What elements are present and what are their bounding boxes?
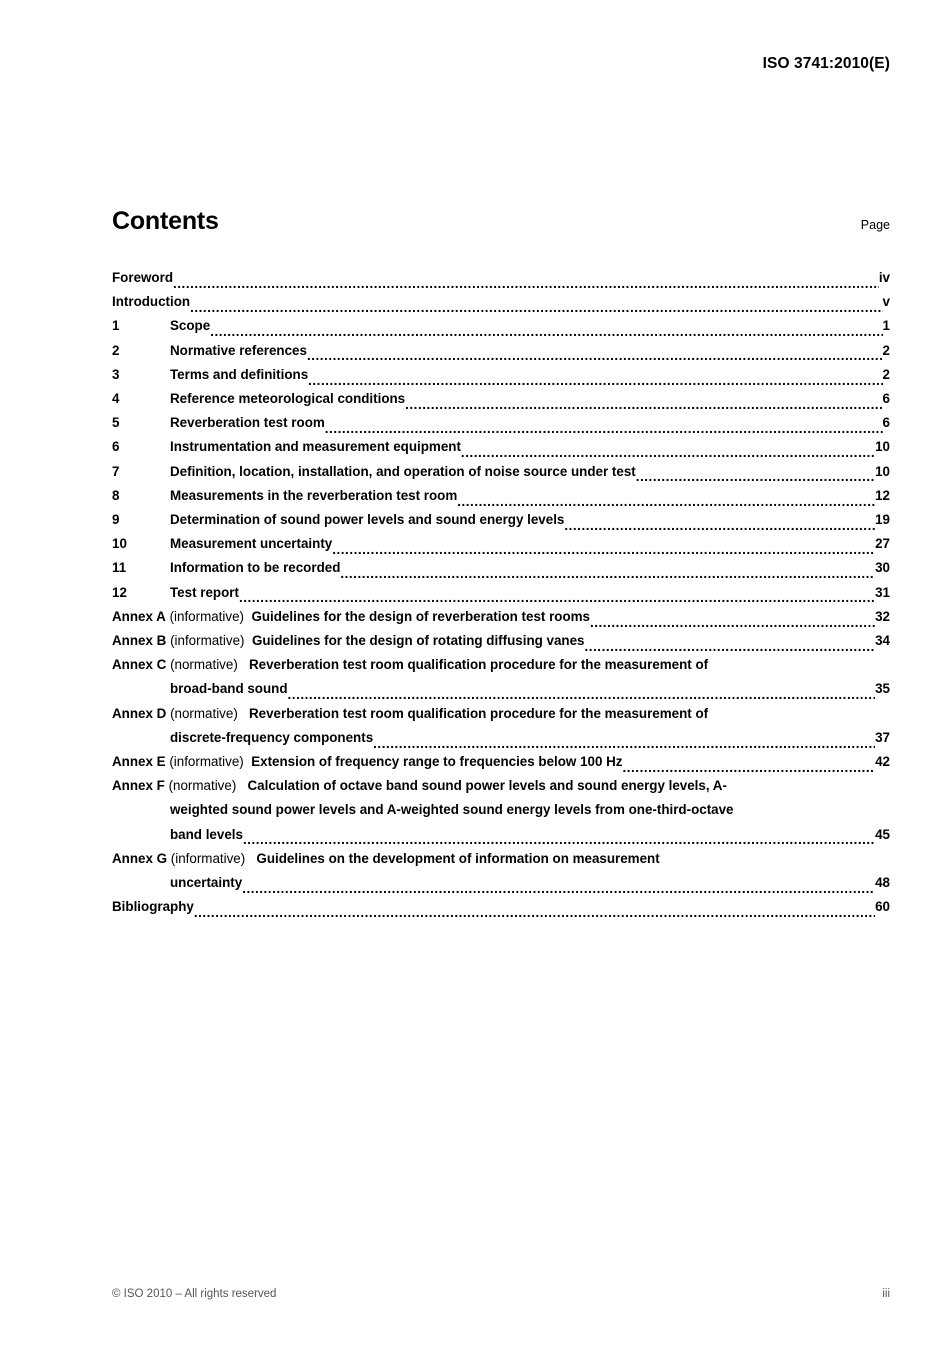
toc-label: Instrumentation and measurement equipment xyxy=(170,439,461,455)
toc-annex-title-cont: uncertainty xyxy=(170,875,243,891)
toc-clause-number: 12 xyxy=(112,584,127,600)
leader-dots xyxy=(564,519,875,532)
toc-page-number: 31 xyxy=(875,584,890,600)
toc-label: Determination of sound power levels and sound energy levels xyxy=(170,512,565,528)
toc-label: Measurement uncertainty xyxy=(170,536,333,552)
toc-entry-clause-10[interactable] xyxy=(112,532,890,556)
toc-clause-number: 4 xyxy=(112,391,120,407)
table-of-contents xyxy=(112,266,890,919)
toc-clause-number: 1 xyxy=(112,318,120,334)
toc-annex-title: Guidelines for the design of rotating diffusing vanes xyxy=(251,633,585,649)
toc-entry-clause-4[interactable] xyxy=(112,387,890,411)
leader-dots xyxy=(173,277,879,290)
toc-entry-clause-8[interactable] xyxy=(112,484,890,508)
toc-entry-annex-e[interactable] xyxy=(112,750,890,774)
toc-annex-kind: (informative) xyxy=(169,608,244,624)
leader-dots xyxy=(210,325,882,338)
leader-dots xyxy=(325,422,883,435)
copyright-notice: © ISO 2010 – All rights reserved xyxy=(112,1288,277,1300)
leader-dots xyxy=(307,349,883,362)
page-footer xyxy=(112,1288,890,1300)
toc-entry-annex-g[interactable] xyxy=(112,847,890,895)
leader-dots xyxy=(373,737,875,750)
toc-clause-number: 3 xyxy=(112,366,120,382)
toc-entry-annex-d[interactable] xyxy=(112,702,890,750)
toc-page-number: 1 xyxy=(882,318,890,334)
leader-dots xyxy=(332,543,875,556)
toc-annex-label: Annex G xyxy=(112,850,168,866)
toc-entry-bibliography[interactable] xyxy=(112,895,890,919)
toc-label: Introduction xyxy=(112,294,191,310)
toc-annex-kind: (informative) xyxy=(169,754,244,770)
toc-annex-title: Guidelines on the development of information on measurement xyxy=(256,850,660,866)
leader-dots xyxy=(457,495,875,508)
toc-annex-label: Annex F xyxy=(112,778,165,794)
toc-page-number: 30 xyxy=(875,560,890,576)
toc-label: Reverberation test room xyxy=(170,415,325,431)
toc-page-number: v xyxy=(882,294,890,310)
toc-annex-kind: (informative) xyxy=(170,850,246,866)
toc-page-number: iv xyxy=(878,270,890,285)
toc-label: Measurements in the reverberation test room xyxy=(170,487,458,503)
toc-label: Bibliography xyxy=(112,899,194,915)
toc-clause-number: 11 xyxy=(112,560,127,576)
toc-annex-kind: (normative) xyxy=(170,657,238,673)
toc-label: Definition, location, installation, and operation of noise source under test xyxy=(170,463,636,479)
toc-entry-clause-6[interactable] xyxy=(112,435,890,459)
toc-page-number: 45 xyxy=(875,826,890,842)
toc-annex-kind: (normative) xyxy=(168,778,237,794)
toc-page-number: 42 xyxy=(875,754,890,770)
toc-page-number: 37 xyxy=(875,729,890,745)
toc-page-number: 60 xyxy=(875,899,890,915)
toc-annex-title: Reverberation test room qualification procedure for the measurement of xyxy=(248,705,709,721)
toc-clause-number: 8 xyxy=(112,487,120,503)
toc-clause-number: 7 xyxy=(112,463,120,479)
toc-page-number: 2 xyxy=(882,366,890,382)
leader-dots xyxy=(461,446,875,459)
toc-annex-kind: (informative) xyxy=(170,633,245,649)
toc-annex-title-cont: weighted sound power levels and A-weighted sound energy levels from one-third-octave xyxy=(170,802,734,818)
toc-page-number: 12 xyxy=(875,487,890,503)
contents-heading-row xyxy=(112,207,890,236)
toc-entry-clause-5[interactable] xyxy=(112,411,890,435)
toc-annex-title: Guidelines for the design of reverberation test rooms xyxy=(251,608,590,624)
page-folio: iii xyxy=(882,1288,890,1300)
toc-entry-annex-c[interactable] xyxy=(112,653,890,701)
toc-annex-title-cont: broad-band sound xyxy=(170,681,288,697)
toc-annex-label: Annex A xyxy=(112,608,166,624)
toc-entry-clause-2[interactable] xyxy=(112,339,890,363)
toc-annex-title-cont: discrete-frequency components xyxy=(170,729,374,745)
toc-annex-title: Reverberation test room qualification procedure for the measurement of xyxy=(248,657,709,673)
toc-clause-number: 10 xyxy=(112,536,127,552)
toc-entry-clause-9[interactable] xyxy=(112,508,890,532)
toc-entry-annex-a[interactable] xyxy=(112,605,890,629)
leader-dots xyxy=(623,761,876,774)
toc-page-number: 10 xyxy=(875,463,890,479)
toc-label: Information to be recorded xyxy=(170,560,341,576)
leader-dots xyxy=(405,398,882,411)
toc-clause-number: 5 xyxy=(112,415,120,431)
leader-dots xyxy=(190,301,882,314)
toc-entry-clause-3[interactable] xyxy=(112,363,890,387)
toc-entry-clause-12[interactable] xyxy=(112,581,890,605)
toc-label: Terms and definitions xyxy=(170,366,309,382)
leader-dots xyxy=(636,470,875,483)
toc-page-number: 27 xyxy=(875,536,890,552)
toc-annex-label: Annex C xyxy=(112,657,167,673)
toc-annex-label: Annex D xyxy=(112,705,167,721)
toc-entry-annex-b[interactable] xyxy=(112,629,890,653)
leader-dots xyxy=(288,688,876,701)
toc-annex-kind: (normative) xyxy=(170,705,238,721)
toc-page-number: 34 xyxy=(875,633,890,649)
toc-entry-foreword[interactable] xyxy=(112,266,890,290)
toc-page-number: 32 xyxy=(875,608,890,624)
toc-page-number: 10 xyxy=(875,439,890,455)
toc-annex-label: Annex B xyxy=(112,633,167,649)
toc-label: Normative references xyxy=(170,342,307,358)
leader-dots xyxy=(239,591,875,604)
toc-page-number: 6 xyxy=(882,391,890,407)
toc-page-number: 35 xyxy=(875,681,890,697)
toc-entry-clause-7[interactable] xyxy=(112,460,890,484)
toc-entry-introduction[interactable] xyxy=(112,290,890,314)
running-header-standard-ref: ISO 3741:2010(E) xyxy=(762,55,890,72)
leader-dots xyxy=(590,616,875,629)
toc-annex-label: Annex E xyxy=(112,754,166,770)
page-column-label: Page xyxy=(860,218,890,232)
toc-label: Foreword xyxy=(112,270,174,285)
toc-entry-clause-1[interactable] xyxy=(112,314,890,338)
toc-page-number: 48 xyxy=(875,875,890,891)
toc-clause-number: 6 xyxy=(112,439,120,455)
toc-annex-title-cont: band levels xyxy=(170,826,243,842)
toc-annex-title: Calculation of octave band sound power levels and sound energy levels, A- xyxy=(247,778,727,794)
toc-clause-number: 9 xyxy=(112,512,120,528)
toc-label: Reference meteorological conditions xyxy=(170,391,406,407)
leader-dots xyxy=(242,882,875,895)
toc-page-number: 19 xyxy=(875,512,890,528)
leader-dots xyxy=(585,640,876,653)
leader-dots xyxy=(308,374,882,387)
page-title: Contents xyxy=(112,207,219,235)
toc-clause-number: 2 xyxy=(112,342,120,358)
leader-dots xyxy=(194,906,875,919)
toc-label: Test report xyxy=(170,584,239,600)
toc-label: Scope xyxy=(170,318,211,334)
toc-page-number: 6 xyxy=(882,415,890,431)
toc-entry-annex-f[interactable] xyxy=(112,774,890,847)
toc-entry-clause-11[interactable] xyxy=(112,556,890,580)
toc-page-number: 2 xyxy=(882,342,890,358)
leader-dots xyxy=(243,833,875,846)
leader-dots xyxy=(340,567,875,580)
toc-annex-title: Extension of frequency range to frequencies below 100 Hz xyxy=(251,754,623,770)
